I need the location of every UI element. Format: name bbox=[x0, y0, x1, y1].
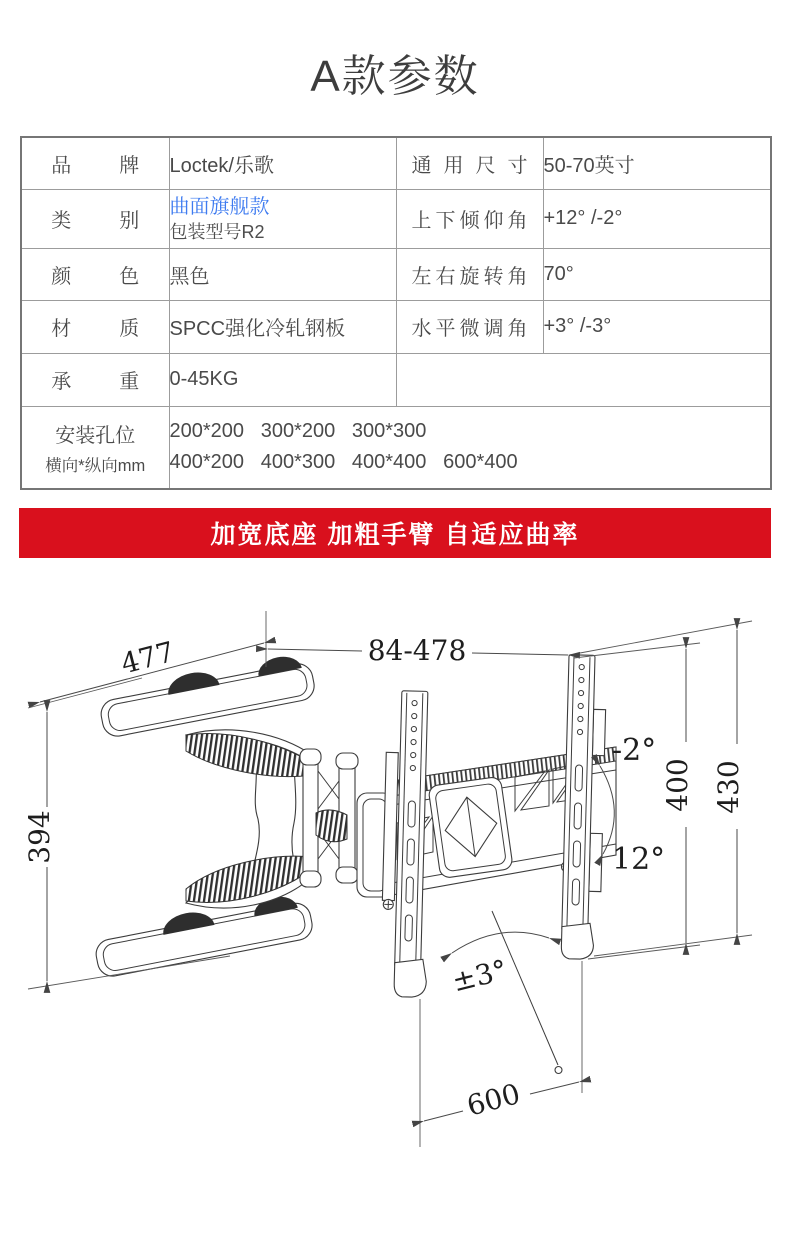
angle-level bbox=[449, 932, 549, 998]
weight-value: 0-45KG bbox=[169, 353, 396, 406]
color-label-cell bbox=[21, 248, 169, 300]
tilt-label-cell bbox=[396, 189, 543, 248]
dim-label-477: 477 bbox=[118, 635, 178, 680]
holes-line2: 400*200 400*300 400*400 600*400 bbox=[170, 447, 771, 478]
dim-label-600: 600 bbox=[463, 1077, 523, 1123]
weight-label-cell bbox=[21, 353, 169, 406]
material-label: 材质 bbox=[51, 312, 139, 341]
table-row-brand bbox=[21, 137, 771, 189]
size-value: 50-70英寸 bbox=[543, 137, 771, 189]
brand-label-cell bbox=[21, 137, 169, 189]
color-label: 颜色 bbox=[51, 260, 139, 289]
table-row-material bbox=[21, 300, 771, 353]
page-title: A款参数 bbox=[0, 40, 790, 104]
holes-unit: 横向*纵向mm bbox=[22, 452, 169, 476]
category-label-cell bbox=[21, 189, 169, 248]
category-value bbox=[169, 189, 396, 248]
holes-line1: 200*200 300*200 300*300 bbox=[170, 416, 771, 447]
right-rail-foot bbox=[561, 923, 594, 960]
category-model: 包装型号R2 bbox=[170, 220, 396, 244]
swivel-label-cell bbox=[396, 248, 543, 300]
angle-label-12: 12° bbox=[612, 842, 665, 877]
upper-arm bbox=[186, 730, 312, 777]
arm-joint bbox=[300, 749, 358, 887]
dim-label-394: 394 bbox=[23, 810, 56, 863]
level-value: +3° /-3° bbox=[543, 300, 771, 353]
angle-label-pm3: ±3° bbox=[449, 953, 511, 998]
left-rail-foot bbox=[394, 959, 427, 998]
promo-banner bbox=[19, 508, 771, 558]
table-row-category bbox=[21, 189, 771, 248]
dim-extension bbox=[268, 634, 568, 667]
table-row-color bbox=[21, 248, 771, 300]
angle-label-minus2: -2° bbox=[612, 733, 656, 768]
promo-banner-text: 加宽底座 加粗手臂 自适应曲率 bbox=[211, 515, 580, 551]
category-link[interactable]: 曲面旗舰款 bbox=[170, 194, 396, 220]
category-label: 类别 bbox=[51, 204, 139, 233]
dim-label-84-478: 84-478 bbox=[368, 634, 467, 667]
tilt-label: 上下倾仰角 bbox=[412, 204, 528, 233]
table-row-weight bbox=[21, 353, 771, 406]
spec-sheet bbox=[0, 40, 790, 1209]
holes-label: 安装孔位 bbox=[22, 419, 169, 448]
brand-label: 品牌 bbox=[51, 149, 139, 178]
spec-table bbox=[20, 136, 772, 490]
dim-label-430: 430 bbox=[712, 760, 745, 813]
dimension-diagram bbox=[0, 564, 790, 1209]
size-label: 通用尺寸 bbox=[412, 149, 528, 178]
color-value: 黑色 bbox=[169, 248, 396, 300]
holes-label-cell bbox=[21, 406, 169, 489]
table-row-holes bbox=[21, 406, 771, 489]
level-label-cell bbox=[396, 300, 543, 353]
weight-label: 承重 bbox=[51, 365, 139, 394]
size-label-cell bbox=[396, 137, 543, 189]
swivel-value: 70° bbox=[543, 248, 771, 300]
empty-cell bbox=[396, 353, 771, 406]
dim-hole-width bbox=[420, 961, 582, 1147]
lower-arm bbox=[186, 856, 312, 908]
material-value: SPCC强化冷轧钢板 bbox=[169, 300, 396, 353]
brand-value: Loctek/乐歌 bbox=[169, 137, 396, 189]
dim-label-400: 400 bbox=[661, 758, 694, 811]
center-adapter-plate bbox=[428, 776, 513, 878]
material-label-cell bbox=[21, 300, 169, 353]
plumb-cord bbox=[492, 911, 562, 1074]
level-label: 水平微调角 bbox=[412, 312, 528, 341]
holes-values bbox=[169, 406, 771, 489]
tilt-value: +12° /-2° bbox=[543, 189, 771, 248]
swivel-label: 左右旋转角 bbox=[412, 260, 528, 289]
